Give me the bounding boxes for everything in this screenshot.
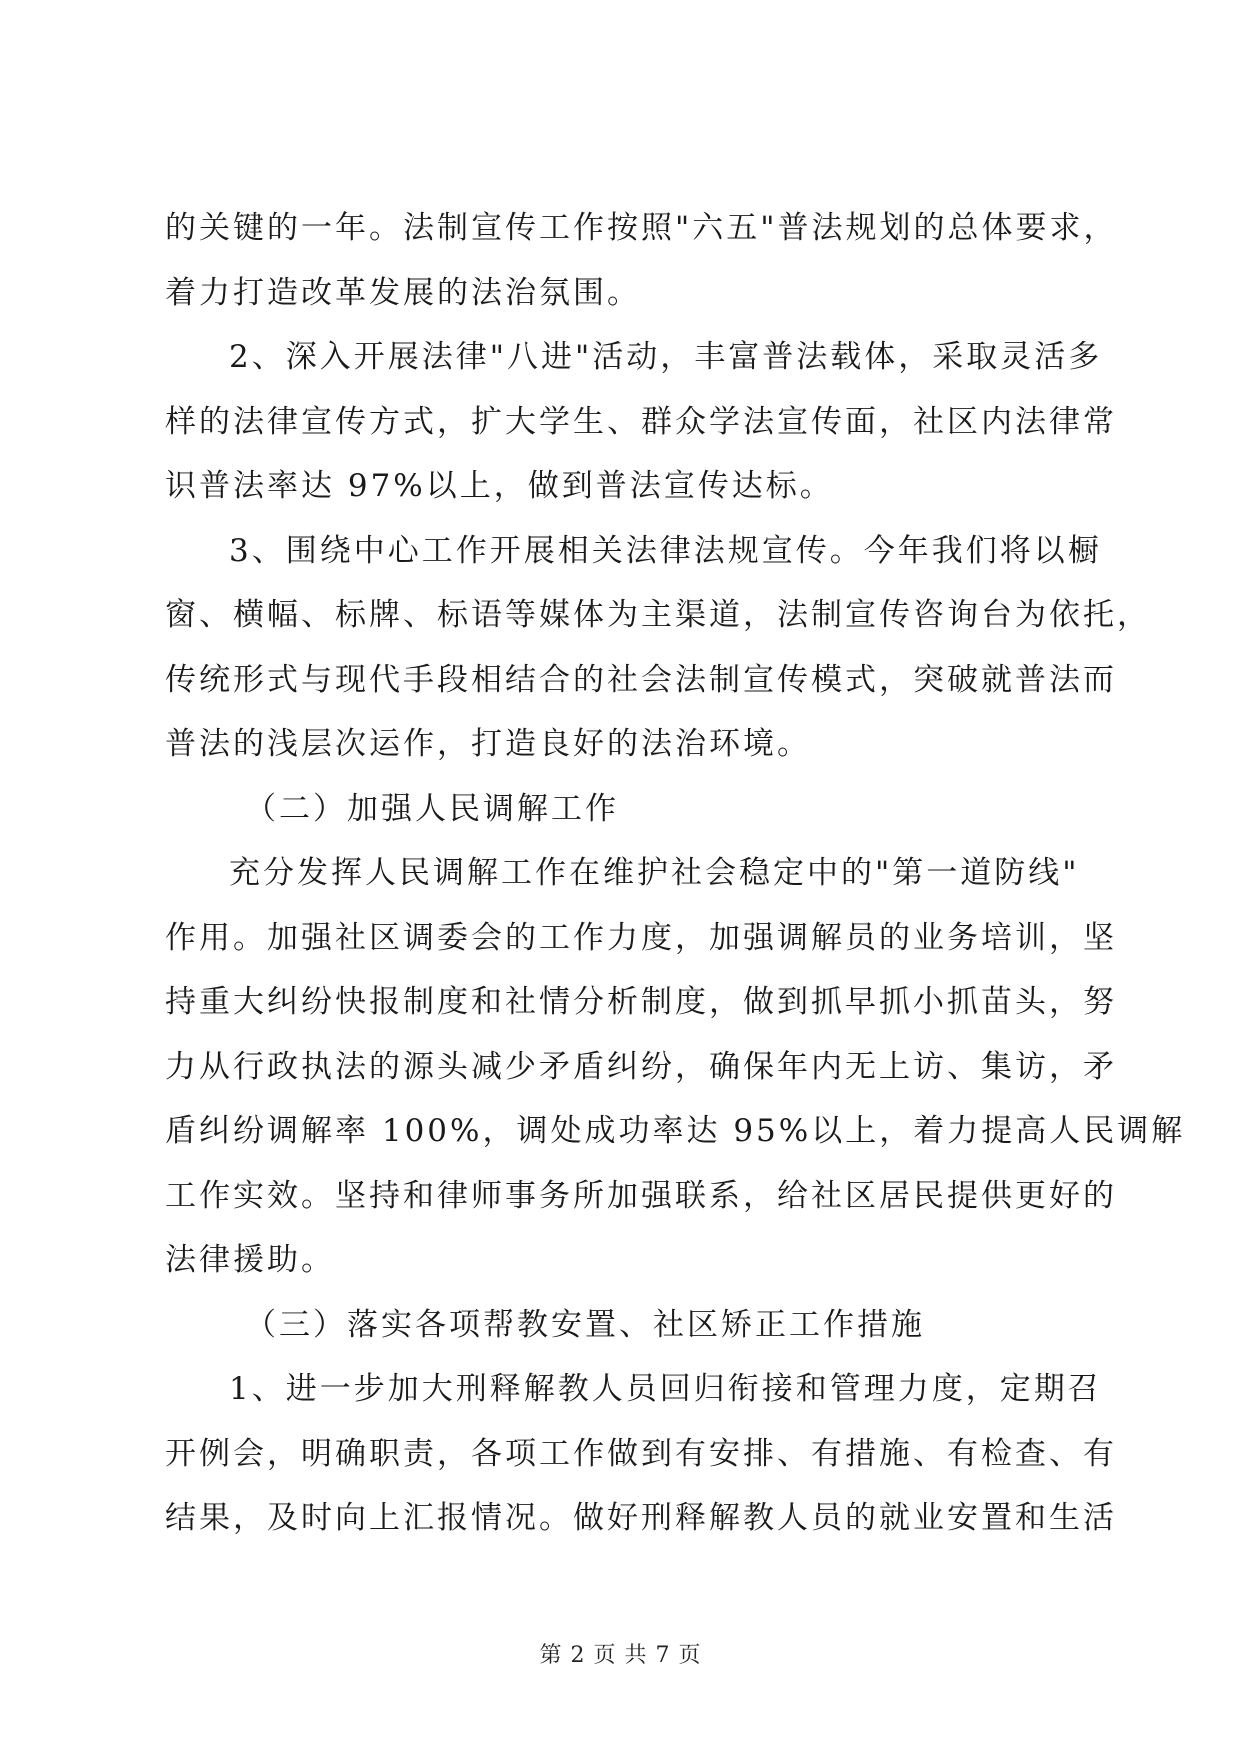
paragraph-line: 的关键的一年。法制宣传工作按照"六五"普法规划的总体要求， xyxy=(165,210,1118,246)
paragraph-line: 开例会，明确职责，各项工作做到有安排、有措施、有检查、有 xyxy=(165,1435,1117,1472)
paragraph-line: 作用。加强社区调委会的工作力度，加强调解员的业务培训，坚 xyxy=(165,919,1117,956)
paragraph-line: 识普法率达 97%以上，做到普法宣传达标。 xyxy=(165,468,834,504)
paragraph-line: 持重大纠纷快报制度和社情分析制度，做到抓早抓小抓苗头，努 xyxy=(165,984,1117,1020)
paragraph-line: 3、围绕中心工作开展相关法律法规宣传。今年我们将以橱 xyxy=(229,532,1102,569)
paragraph-line: 1、进一步加大刑释解教人员回归衔接和管理力度，定期召 xyxy=(229,1371,1102,1407)
paragraph-line: 盾纠纷调解率 100%，调处成功率达 95%以上，着力提高人民调解 xyxy=(165,1113,1186,1149)
section-heading: （三）落实各项帮教安置、社区矫正工作措施 xyxy=(245,1306,925,1343)
paragraph-line: 力从行政执法的源头减少矛盾纠纷，确保年内无上访、集访，矛 xyxy=(165,1048,1117,1085)
page-footer: 第 2 页 共 7 页 xyxy=(539,1643,702,1668)
paragraph-line: 充分发挥人民调解工作在维护社会稳定中的"第一道防线" xyxy=(229,855,1080,891)
document-body xyxy=(165,196,1186,1551)
paragraph-line: 传统形式与现代手段相结合的社会法制宣传模式，突破就普法而 xyxy=(165,661,1117,698)
paragraph-line: 窗、横幅、标牌、标语等媒体为主渠道，法制宣传咨询台为依托， xyxy=(165,597,1151,633)
paragraph-line: 2、深入开展法律"八进"活动，丰富普法载体，采取灵活多 xyxy=(229,339,1103,375)
section-heading: （二）加强人民调解工作 xyxy=(245,790,619,827)
paragraph-line: 样的法律宣传方式，扩大学生、群众学法宣传面，社区内法律常 xyxy=(165,403,1117,440)
paragraph-line: 法律援助。 xyxy=(165,1242,335,1278)
paragraph-line: 着力打造改革发展的法治氛围。 xyxy=(165,274,641,311)
paragraph-line: 普法的浅层次运作，打造良好的法治环境。 xyxy=(165,726,811,762)
paragraph-line: 工作实效。坚持和律师事务所加强联系，给社区居民提供更好的 xyxy=(165,1177,1117,1214)
paragraph-line: 结果，及时向上汇报情况。做好刑释解教人员的就业安置和生活 xyxy=(165,1500,1117,1536)
